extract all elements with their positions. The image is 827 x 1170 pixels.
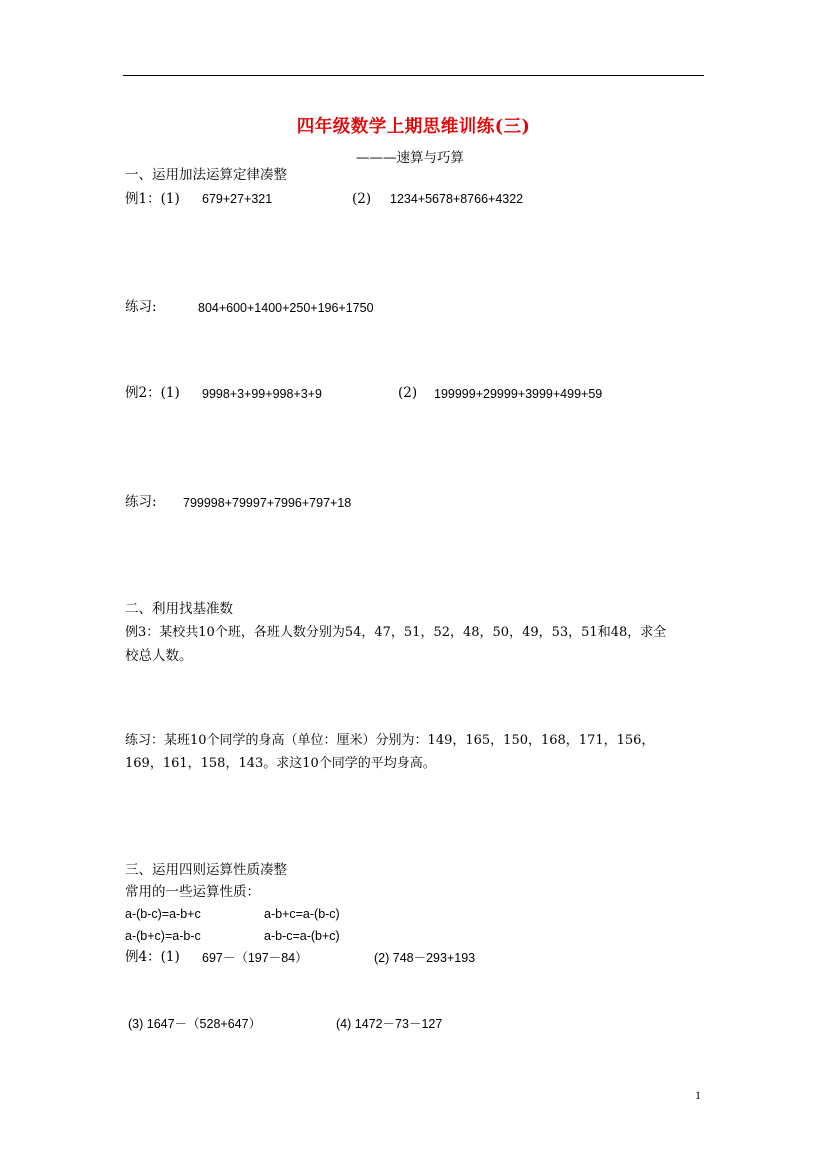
- example4-expr2: (2) 748－293+193: [374, 951, 476, 965]
- rule-3: a-(b+c)=a-b-c: [125, 929, 201, 943]
- example1-expr1: 679+27+321: [202, 192, 273, 206]
- section3-heading: 三、运用四则运算性质凑整: [125, 862, 287, 878]
- rule-4: a-b-c=a-(b+c): [264, 929, 340, 943]
- example1-label2: (2): [352, 191, 372, 207]
- page-title: 四年级数学上期思维训练(三): [296, 117, 531, 137]
- page-subtitle: ———速算与巧算: [356, 150, 464, 166]
- header-rule: [123, 75, 704, 76]
- practice3-line2: 169，161，158，143。求这10个同学的平均身高。: [125, 756, 436, 771]
- practice2-expr: 799998+79997+7996+797+18: [183, 496, 352, 510]
- example4-expr1: 697－（197－84）: [202, 951, 308, 965]
- section2-heading: 二、利用找基准数: [125, 601, 233, 617]
- practice1-label: 练习:: [125, 299, 157, 315]
- practice2-label: 练习:: [125, 494, 157, 510]
- example2-expr2: 199999+29999+3999+499+59: [434, 387, 603, 401]
- rule-2: a-b+c=a-(b-c): [264, 907, 340, 921]
- rule-1: a-(b-c)=a-b+c: [125, 907, 201, 921]
- practice3-line1: 练习：某班10个同学的身高（单位：厘米）分别为：149，165，150，168，171，156，: [125, 733, 655, 748]
- page-number: 1: [695, 1088, 701, 1102]
- section1-heading: 一、运用加法运算定律凑整: [125, 167, 287, 183]
- example4-label: 例4：(1): [125, 949, 180, 965]
- example4-expr4: (4) 1472－73－127: [336, 1017, 443, 1031]
- example3-line2: 校总人数。: [125, 648, 193, 664]
- example1-label: 例1：(1): [125, 191, 180, 207]
- practice1-expr: 804+600+1400+250+196+1750: [198, 301, 374, 315]
- example3-line1: 例3：某校共10个班，各班人数分别为54，47，51，52，48，50，49，53，51和48，求全: [125, 625, 667, 640]
- example2-expr1: 9998+3+99+998+3+9: [202, 387, 322, 401]
- example2-label2: (2): [398, 385, 418, 401]
- section3-intro: 常用的一些运算性质：: [125, 884, 260, 900]
- example1-expr2: 1234+5678+8766+4322: [390, 192, 524, 206]
- example2-label: 例2：(1): [125, 385, 180, 401]
- example4-expr3: (3) 1647－（528+647）: [128, 1017, 262, 1031]
